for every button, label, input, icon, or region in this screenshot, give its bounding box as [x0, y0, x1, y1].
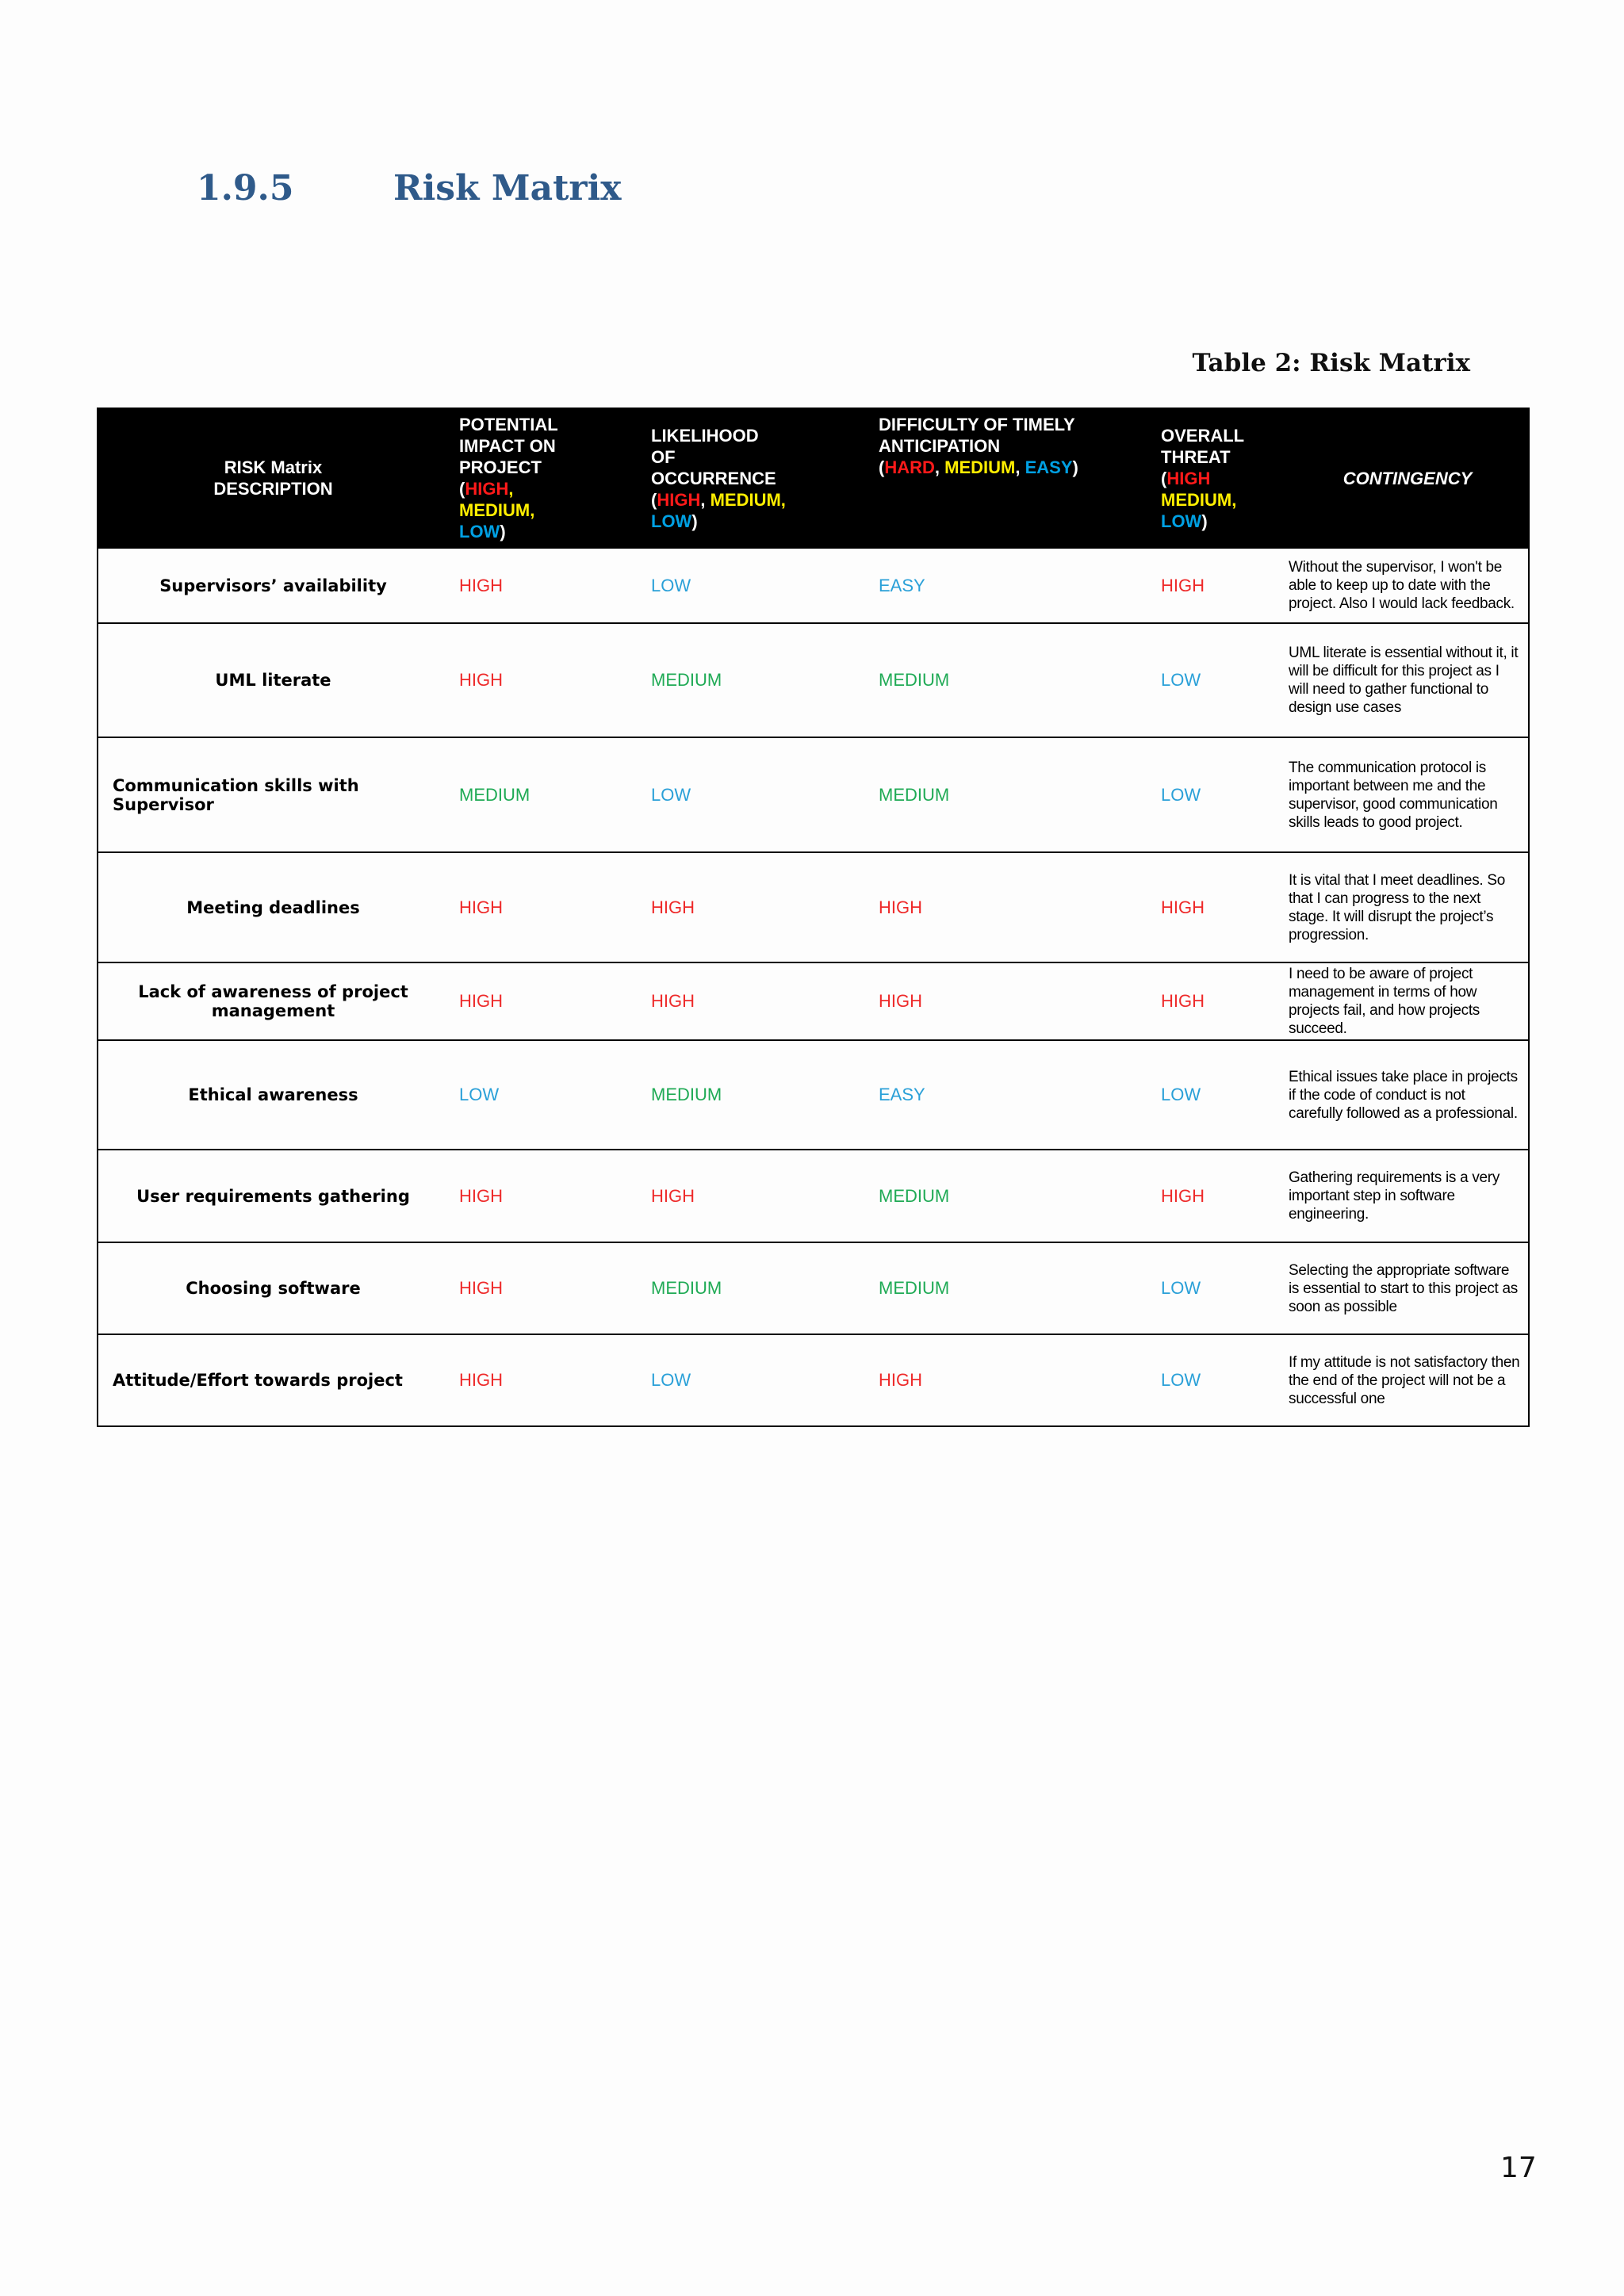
difficulty-value: HIGH [868, 852, 1150, 962]
likelihood-value: MEDIUM [640, 623, 868, 737]
risk-description: Lack of awareness of project management [98, 962, 448, 1040]
section-title: Risk Matrix [393, 168, 622, 209]
contingency-text: I need to be aware of project management in terms of how projects fail, and how projects succeed. [1287, 962, 1529, 1040]
impact-value: LOW [448, 1040, 640, 1150]
likelihood-value: LOW [640, 1334, 868, 1426]
impact-value: HIGH [448, 623, 640, 737]
likelihood-value: MEDIUM [640, 1242, 868, 1334]
table-row [98, 1040, 1529, 1150]
impact-value: HIGH [448, 1150, 640, 1242]
difficulty-value: MEDIUM [868, 737, 1150, 852]
likelihood-value: LOW [640, 737, 868, 852]
table-row [98, 623, 1529, 737]
contingency-text: Gathering requirements is a very important step in software engineering. [1287, 1150, 1529, 1242]
threat-value: LOW [1150, 1334, 1287, 1426]
header-likelihood: LIKELIHOOD OF OCCURRENCE (HIGH, MEDIUM, LOW) [640, 408, 868, 548]
contingency-text: It is vital that I meet deadlines. So that I can progress to the next stage. It will disrupt the project’s progression. [1287, 852, 1529, 962]
threat-value: HIGH [1150, 1150, 1287, 1242]
threat-value: HIGH [1150, 962, 1287, 1040]
risk-description: Choosing software [98, 1242, 448, 1334]
header-impact: POTENTIAL IMPACT ON PROJECT (HIGH, MEDIUM, LOW) [448, 408, 640, 548]
difficulty-value: MEDIUM [868, 1242, 1150, 1334]
contingency-text: UML literate is essential without it, it will be difficult for this project as I will need to gather functional to design use cases [1287, 623, 1529, 737]
page-number: 17 [1500, 2152, 1537, 2184]
impact-value: HIGH [448, 548, 640, 623]
likelihood-value: HIGH [640, 852, 868, 962]
risk-description: Communication skills with Supervisor [98, 737, 448, 852]
likelihood-value: HIGH [640, 1150, 868, 1242]
table-row [98, 852, 1529, 962]
risk-description: UML literate [98, 623, 448, 737]
contingency-text: Without the supervisor, I won't be able to keep up to date with the project. Also I would lack feedback. [1287, 548, 1529, 623]
threat-value: HIGH [1150, 852, 1287, 962]
table-row [98, 737, 1529, 852]
contingency-text: The communication protocol is important between me and the supervisor, good communication skills leads to good project. [1287, 737, 1529, 852]
threat-value: LOW [1150, 1040, 1287, 1150]
risk-description: Attitude/Effort towards project [98, 1334, 448, 1426]
table-caption: Table 2: Risk Matrix [1192, 349, 1470, 377]
impact-value: HIGH [448, 1334, 640, 1426]
difficulty-value: HIGH [868, 1334, 1150, 1426]
threat-value: LOW [1150, 623, 1287, 737]
risk-description: Supervisors’ availability [98, 548, 448, 623]
header-description: RISK Matrix DESCRIPTION [98, 408, 448, 548]
difficulty-value: MEDIUM [868, 1150, 1150, 1242]
header-difficulty: DIFFICULTY OF TIMELY ANTICIPATION (HARD, MEDIUM, EASY) [868, 408, 1150, 548]
contingency-text: If my attitude is not satisfactory then the end of the project will not be a successful one [1287, 1334, 1529, 1426]
impact-value: MEDIUM [448, 737, 640, 852]
table-header-row [98, 408, 1529, 548]
difficulty-value: EASY [868, 548, 1150, 623]
risk-description: Meeting deadlines [98, 852, 448, 962]
contingency-text: Ethical issues take place in projects if the code of conduct is not carefully followed as a professional. [1287, 1040, 1529, 1150]
header-contingency: CONTINGENCY [1287, 408, 1529, 548]
impact-value: HIGH [448, 1242, 640, 1334]
section-number: 1.9.5 [197, 168, 294, 209]
risk-description: User requirements gathering [98, 1150, 448, 1242]
difficulty-value: EASY [868, 1040, 1150, 1150]
likelihood-value: HIGH [640, 962, 868, 1040]
table-row [98, 1150, 1529, 1242]
risk-matrix-table [97, 408, 1530, 1427]
impact-value: HIGH [448, 962, 640, 1040]
threat-value: HIGH [1150, 548, 1287, 623]
difficulty-value: MEDIUM [868, 623, 1150, 737]
threat-value: LOW [1150, 1242, 1287, 1334]
risk-description: Ethical awareness [98, 1040, 448, 1150]
table-row [98, 548, 1529, 623]
table-row [98, 1334, 1529, 1426]
contingency-text: Selecting the appropriate software is essential to start to this project as soon as possible [1287, 1242, 1529, 1334]
impact-value: HIGH [448, 852, 640, 962]
table-row [98, 1242, 1529, 1334]
likelihood-value: MEDIUM [640, 1040, 868, 1150]
table-row [98, 962, 1529, 1040]
difficulty-value: HIGH [868, 962, 1150, 1040]
header-threat: OVERALL THREAT (HIGH MEDIUM, LOW) [1150, 408, 1287, 548]
likelihood-value: LOW [640, 548, 868, 623]
threat-value: LOW [1150, 737, 1287, 852]
section-heading [197, 168, 622, 209]
